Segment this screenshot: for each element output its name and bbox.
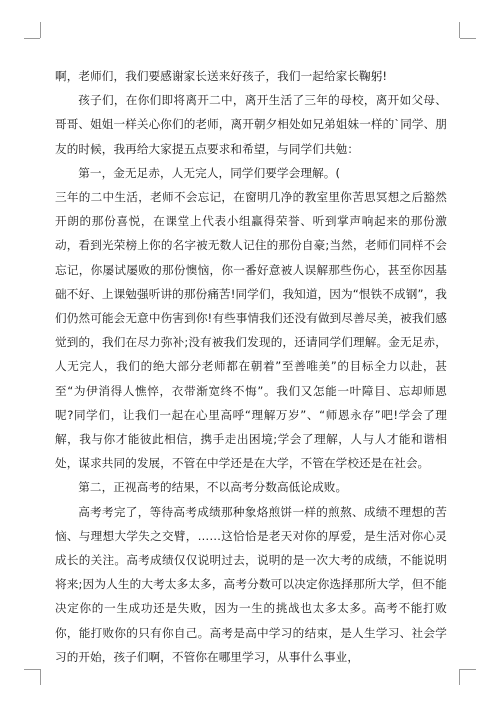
crop-mark [24,669,40,670]
document-body [55,64,447,669]
crop-mark [460,38,476,39]
crop-mark [40,669,41,685]
paragraph-3: 第一，金无足赤，人无完人，同学们要学会理解。( [78,165,341,180]
paragraph-1: 啊，老师们，我们要感谢家长送来好孩子，我们一起给家长鞠躬! [55,69,388,83]
paragraph-6: 高考考完了，等待高考成绩那种象烙煎饼一样的煎熬、成绩不理想的苦恼、与理想大学失之交臂，……这恰恰是老天对你的厚爱，是生活对你心灵成长的关注。高考成绩仅仅说明过去，说明的是一次大考的成绩，不能说明将来;因为人生的大考太多太多，高考分数可以决定你选择那所大学，但不能决定你的一生成功还是失败，因为一生的挑战也太多太多。高考不能打败你，能打败你的只有你自己。高考是高中学习的结束，是人生学习、社会学习的开始，孩子们啊，不管你在哪里学习，从事什么事业， [55,504,447,664]
paragraph-5: 第二，正视高考的结果，不以高考分数高低论成败。 [78,480,348,495]
crop-mark [459,669,460,685]
paragraph-2: 孩子们，在你们即将离开二中，离开生活了三年的母校，离开如父母、哥哥、姐姐一样关心你们的老师，离开朝夕相处如兄弟姐妹一样的`同学、朋友的时候，我再给大家提五点要求和希望，与同学们共勉： [55,93,447,156]
crop-mark [40,22,41,38]
paragraph-4: 三年的二中生活，老师不会忘记，在窗明几净的教室里你苦思冥想之后豁然开朗的那份喜悦，在课堂上代表小组赢得荣誉、听到掌声响起来的那份激动，看到光荣榜上你的名字被无数人记住的那份自豪;当然，老师们同样不会忘记，你屡试屡败的那份懊恼，你一番好意被人误解那些伤心，甚至你因基础不好、上课勉强听讲的那份痛苦!同学们，我知道，因为“恨铁不成钢”，我们仍然可能会无意中伤害到你!有些事情我们还没有做到尽善尽美，被我们感觉到的，我们在尽力弥补;没有被我们发现的，还请同学们理解。金无足赤，人无完人，我们的绝大部分老师都在朝着”至善唯美”的目标全力以赴，甚至“为伊消得人憔悴，衣带渐宽终不悔”。我们又怎能一叶障目、忘却师恩呢?同学们，让我们一起在心里高呼“理解万岁”、“师恩永存”吧!学会了理解，我与你才能彼此相信，携手走出困境;学会了理解，人与人才能和谐相处，谋求共同的发展，不管在中学还是在大学，不管在学校还是在社会。 [55,190,447,471]
crop-mark [459,22,460,38]
crop-mark [460,669,476,670]
crop-mark [24,38,40,39]
